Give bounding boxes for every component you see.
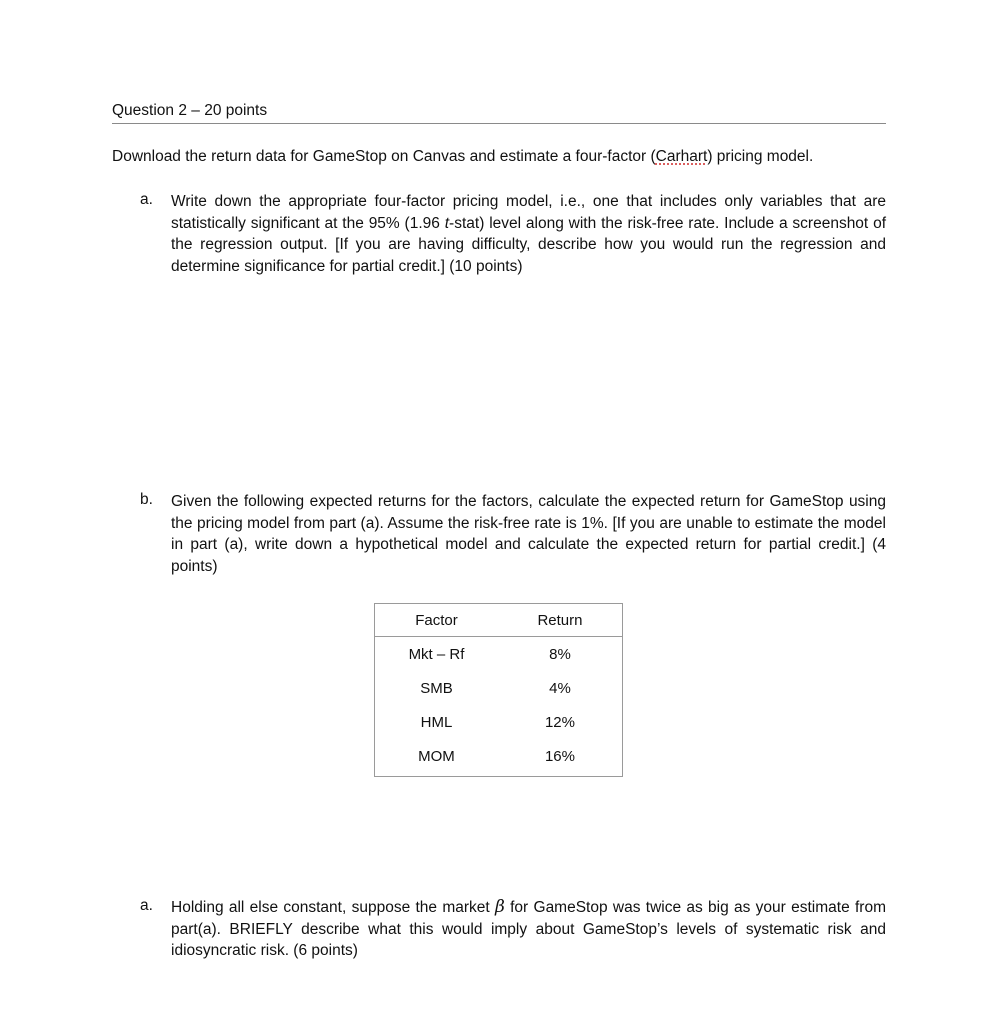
part-c-text-end: for GameStop was twice as big as your estimate from part(a). BRIEFLY describe what this would imply about GameStop’s levels of systematic risk and idiosyncratic risk. (6 points) [171, 899, 886, 959]
factor-returns-table [374, 603, 623, 777]
return-cell: 8% [549, 645, 571, 663]
part-c-text [171, 897, 886, 962]
intro-text-end: ) pricing model. [707, 148, 814, 165]
beta-symbol: β [495, 897, 505, 917]
factor-cell: MOM [418, 747, 455, 765]
question-intro [112, 148, 892, 166]
t-stat-italic: t [444, 214, 450, 232]
part-a-marker: a. [140, 191, 153, 208]
table-row [375, 671, 623, 705]
return-cell: 12% [544, 713, 575, 731]
part-b-text: Given the following expected returns for the factors, calculate the expected return for GameStop using the pricing model from part (a). Assume the risk-free rate is 1%. [If you are unable to estimate the model in part (a), write down a hypothetical model and calculate the expected return for partial credit.] (4 points) [171, 493, 886, 575]
return-cell: 4% [549, 679, 571, 697]
part-a [140, 191, 886, 277]
header-factor: Factor [375, 604, 498, 637]
header-return: Return [498, 604, 623, 637]
table-row [375, 637, 623, 672]
part-b-marker: b. [140, 491, 153, 508]
spellcheck-flagged-word[interactable]: Carhart [655, 148, 708, 165]
table-row [375, 739, 623, 777]
factor-cell: HML [420, 713, 453, 731]
return-cell: 16% [544, 747, 575, 765]
factor-cell: Mkt – Rf [408, 645, 465, 663]
part-b [140, 491, 886, 577]
intro-text-start: Download the return data for GameStop on Canvas and estimate a four-factor ( [112, 148, 656, 165]
part-c-marker: a. [140, 897, 153, 914]
part-a-text-start: Write down the appropriate four-factor pricing model, i.e., one that includes only variables that are statistically significant at the 95% (1.96 [171, 193, 886, 232]
part-a-text-end: -stat) level along with the risk-free rate. Include a screenshot of the regression output. [If you are having difficulty, describe how you would run the regression and determine significance for partial credit.] (10 points) [171, 214, 887, 275]
factor-cell: SMB [420, 679, 453, 697]
question-heading: Question 2 – 20 points [112, 102, 886, 124]
part-a-text [171, 191, 886, 277]
table-header-row [375, 604, 623, 637]
table-row [375, 705, 623, 739]
part-c-text-start: Holding all else constant, suppose the market [171, 899, 495, 916]
part-c [140, 897, 886, 962]
